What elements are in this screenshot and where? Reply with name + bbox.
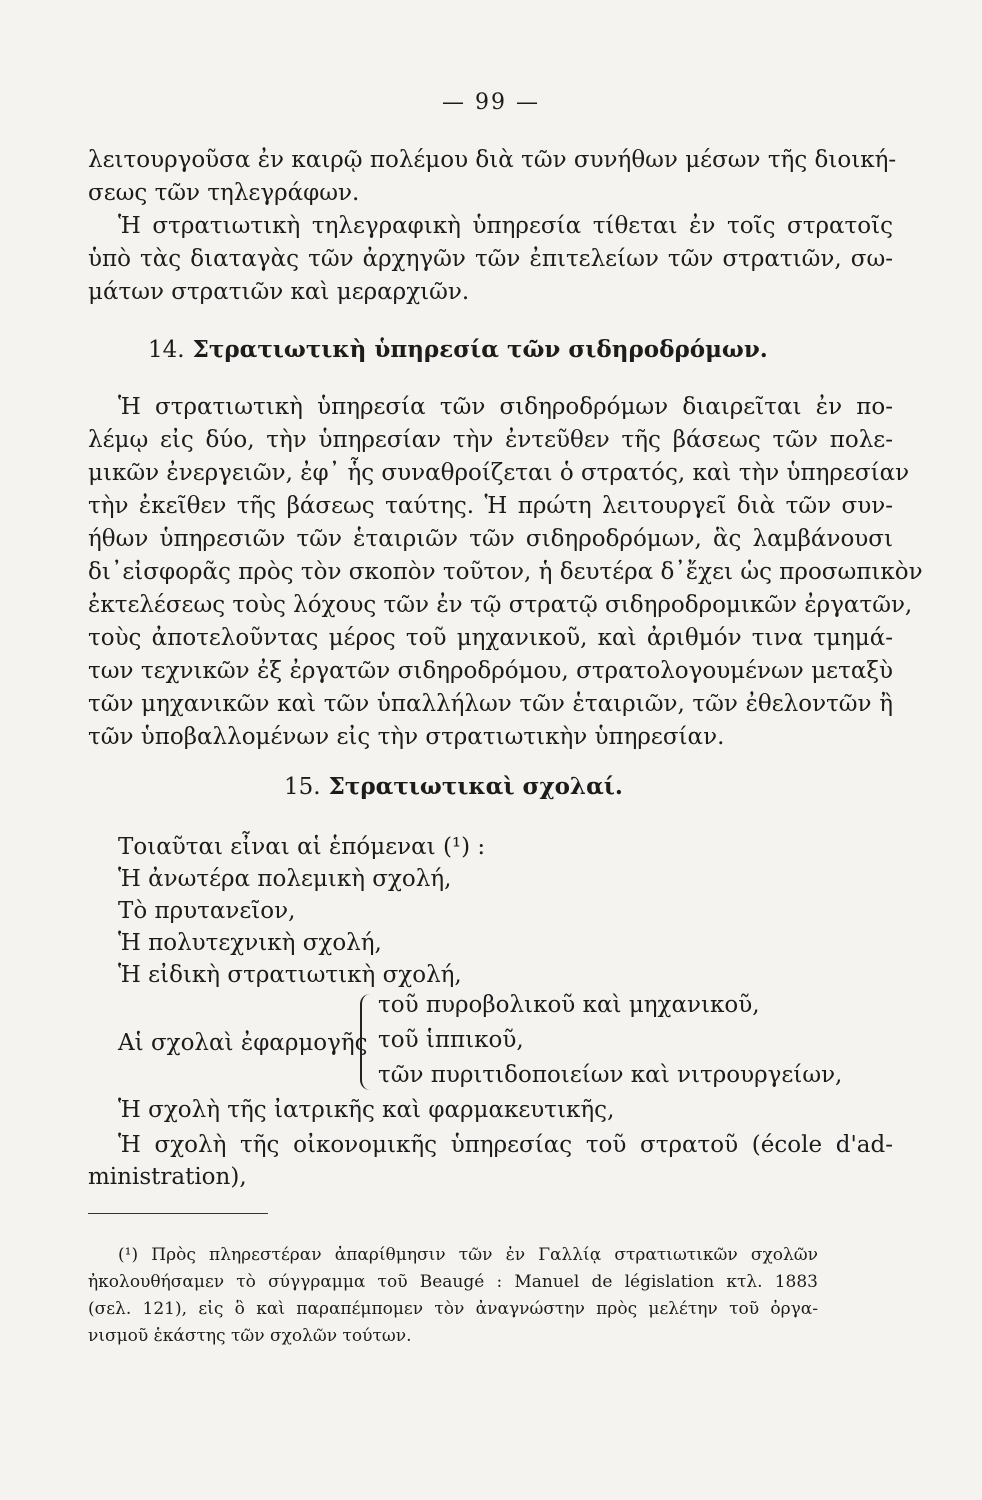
text-line: σεως τῶν τηλεγράφων. [88, 180, 360, 206]
footnote-rule [88, 1213, 268, 1214]
list-item: ministration), [88, 1164, 247, 1190]
text-line: λειτουργοῦσα ἐν καιρῷ πολέμου διὰ τῶν συνήθων μέσων τῆς διοική- [88, 147, 897, 173]
text-line: μάτων στρατιῶν καὶ μεραρχιῶν. [88, 279, 470, 305]
section-title: Στρατιωτικαὶ σχολαί. [328, 773, 623, 800]
list-intro: Τοιαῦται εἶναι αἱ ἑπόμεναι (¹) : [118, 834, 486, 860]
section-title: Στρατιωτικὴ ὑπηρεσία τῶν σιδηροδρόμων. [192, 336, 768, 363]
section-heading-14 [148, 335, 953, 365]
bracket-item: τῶν πυριτιδοποιείων καὶ νιτρουργείων, [378, 1062, 843, 1088]
text-line: Ἡ στρατιωτικὴ τηλεγραφικὴ ὑπηρεσία τίθεται ἐν τοῖς στρατοῖς [118, 213, 893, 239]
list-item: Ἡ πολυτεχνικὴ σχολή, [118, 930, 382, 956]
page-number: — 99 — [442, 90, 540, 115]
footnote-line: νισμοῦ ἑκάστης τῶν σχολῶν τούτων. [88, 1326, 412, 1346]
section-heading-15 [284, 772, 982, 802]
text-line: λέμῳ εἰς δύο, τὴν ὑπηρεσίαν τὴν ἐντεῦθεν τῆς βάσεως τῶν πολε- [88, 427, 893, 453]
text-line: ήθων ὑπηρεσιῶν τῶν ἑταιριῶν τῶν σιδηροδρόμων, ἃς λαμβάνουσι [88, 526, 893, 552]
text-line: τοὺς ἀποτελοῦντας μέρος τοῦ μηχανικοῦ, καὶ ἀριθμόν τινα τμημά- [88, 625, 893, 651]
text-line: τῶν ὑποβαλλομένων εἰς τὴν στρατιωτικὴν ὑπηρεσίαν. [88, 724, 725, 750]
bracket [360, 994, 376, 1090]
text-line: δι᾽εἰσφορᾶς πρὸς τὸν σκοπὸν τοῦτον, ἡ δευτέρα δ᾽ἔχει ὡς προσωπικὸν [88, 559, 923, 585]
section-number: 15. [284, 774, 321, 800]
footnote-line: (σελ. 121), εἰς ὃ καὶ παραπέμπομεν τὸν ἀναγνώστην πρὸς μελέτην τοῦ ὀργα- [88, 1299, 818, 1319]
footnote-line: (¹) Πρὸς πληρεστέραν ἀπαρίθμησιν τῶν ἐν Γαλλίᾳ στρατιωτικῶν σχολῶν [118, 1245, 818, 1265]
bracket-item: τοῦ πυροβολικοῦ καὶ μηχανικοῦ, [378, 992, 760, 1018]
bracket-item: τοῦ ἱππικοῦ, [378, 1027, 524, 1053]
text-line: των τεχνικῶν ἐξ ἐργατῶν σιδηροδρόμου, στρατολογουμένων μεταξὺ [88, 658, 893, 684]
text-line: ἐκτελέσεως τοὺς λόχους τῶν ἐν τῷ στρατῷ σιδηροδρομικῶν ἐργατῶν, [88, 592, 913, 618]
text-line: μικῶν ἐνεργειῶν, ἐφ᾽ ἧς συναθροίζεται ὁ στρατός, καὶ τὴν ὑπηρεσίαν [88, 460, 910, 486]
text-line: Ἡ στρατιωτικὴ ὑπηρεσία τῶν σιδηροδρόμων διαιρεῖται ἐν πο- [118, 394, 893, 420]
text-line: ὑπὸ τὰς διαταγὰς τῶν ἀρχηγῶν τῶν ἐπιτελείων τῶν στρατιῶν, σω- [88, 246, 893, 272]
list-item: Ἡ εἰδικὴ στρατιωτικὴ σχολή, [118, 962, 462, 988]
footnote-line: ἠκολουθήσαμεν τὸ σύγγραμμα τοῦ Beaugé : Manuel de législation κτλ. 1883 [88, 1272, 818, 1292]
list-item: Ἡ σχολὴ τῆς οἰκονομικῆς ὑπηρεσίας τοῦ στρατοῦ (école d'ad- [118, 1132, 893, 1158]
text-line: τῶν μηχανικῶν καὶ τῶν ὑπαλλήλων τῶν ἑταιριῶν, τῶν ἐθελοντῶν ἢ [88, 691, 893, 717]
list-item: Τὸ πρυτανεῖον, [118, 898, 296, 924]
text-line: τὴν ἐκεῖθεν τῆς βάσεως ταύτης. Ἡ πρώτη λειτουργεῖ διὰ τῶν συν- [88, 493, 893, 519]
section-number: 14. [148, 337, 185, 363]
applied-schools-label: Αἱ σχολαὶ ἐφαρμογῆς [118, 1030, 368, 1056]
list-item: Ἡ ἀνωτέρα πολεμικὴ σχολή, [118, 866, 452, 892]
list-item: Ἡ σχολὴ τῆς ἰατρικῆς καὶ φαρμακευτικῆς, [118, 1097, 615, 1123]
